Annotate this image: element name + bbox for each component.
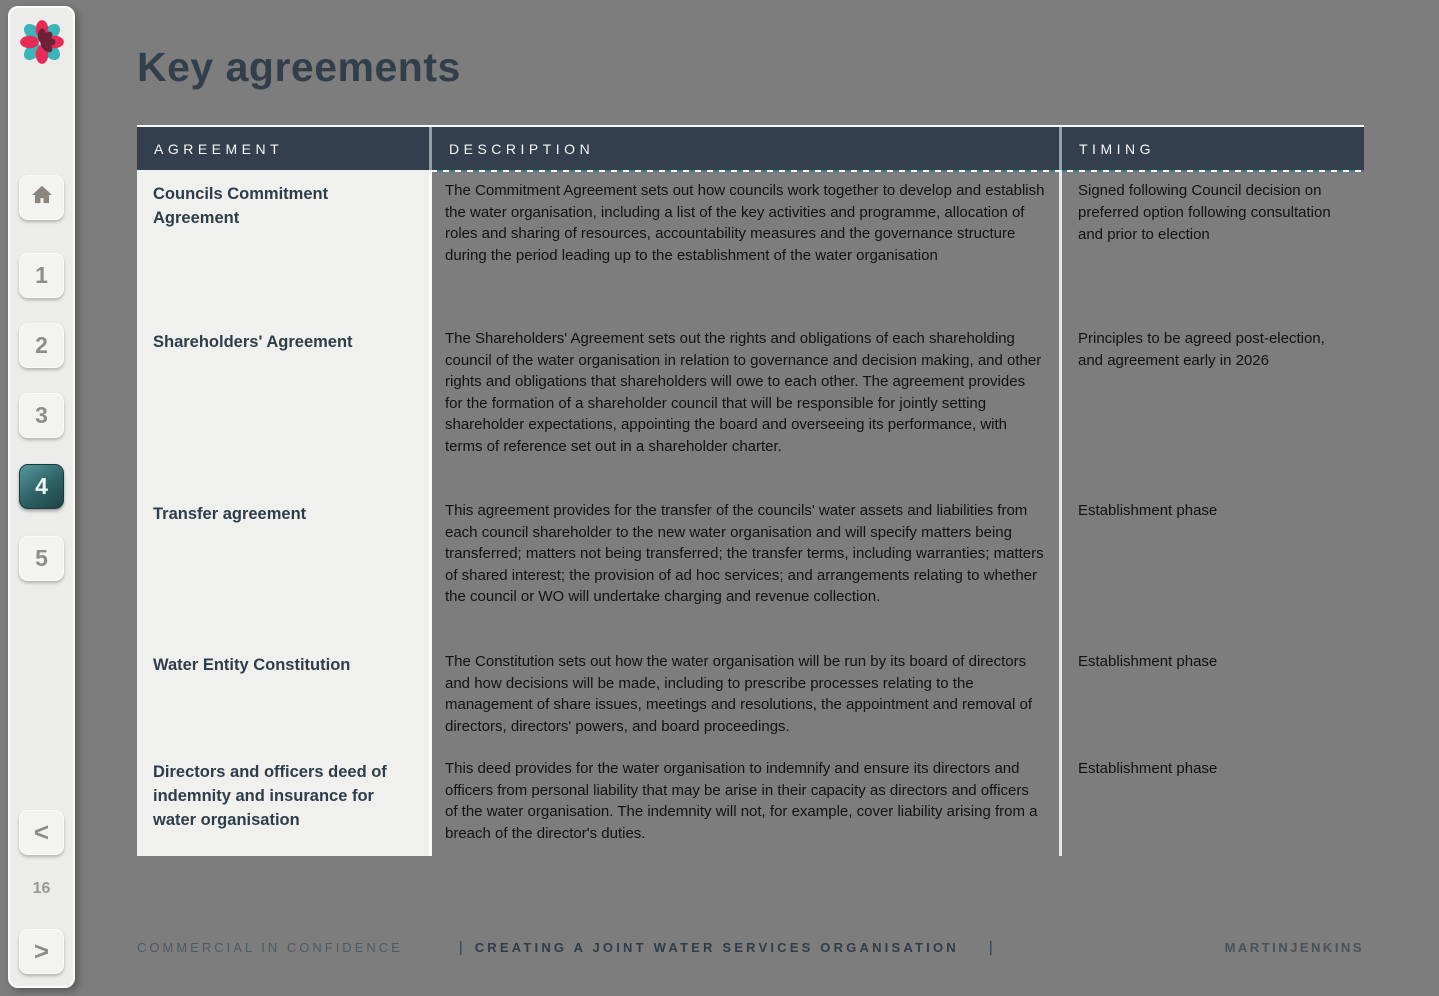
page-title: Key agreements bbox=[137, 44, 461, 90]
home-button[interactable] bbox=[19, 175, 64, 220]
description-cell: The Commitment Agreement sets out how councils work together to develop and establish the water organisation, including a list of the key activities and programme, allocation of roles and sharing of resources, accountability measures and the governance structure during the period leading up to the establishment of the water organisation bbox=[432, 170, 1062, 318]
description-cell: The Shareholders' Agreement sets out the rights and obligations of each shareholding council of the water organisation in relation to governance and decision making, and other rights and obligations that shareholders will owe to each other. The agreement provides for the formation of a shareholder council that will be responsible for jointly setting shareholder expectations, appointing the board and overseeing its performance, with terms of reference set out in a shareholder charter. bbox=[432, 318, 1062, 490]
table-row bbox=[137, 170, 1364, 318]
timing-cell: Establishment phase bbox=[1078, 502, 1218, 519]
confidentiality-label: COMMERCIAL IN CONFIDENCE bbox=[137, 940, 403, 955]
table-row bbox=[137, 490, 1364, 641]
column-header-agreement: AGREEMENT bbox=[137, 127, 432, 170]
sidebar-page-1-button[interactable]: 1 bbox=[19, 253, 64, 298]
table-header-row bbox=[137, 125, 1364, 170]
sidebar-page-5-button[interactable]: 5 bbox=[19, 536, 64, 581]
page-number-indicator: 16 bbox=[32, 880, 51, 897]
table-row bbox=[137, 318, 1364, 490]
footer-separator: | bbox=[458, 939, 463, 956]
column-header-description: DESCRIPTION bbox=[432, 127, 1062, 170]
agreement-cell: Transfer agreement bbox=[137, 490, 432, 641]
timing-cell: Establishment phase bbox=[1078, 760, 1218, 777]
previous-slide-button[interactable]: < bbox=[19, 810, 64, 855]
footer-separator: | bbox=[988, 939, 993, 956]
agreement-cell: Water Entity Constitution bbox=[137, 641, 432, 748]
sidebar-page-2-button[interactable]: 2 bbox=[19, 323, 64, 368]
martinjenkins-logo bbox=[16, 16, 68, 68]
agreement-cell: Councils Commitment Agreement bbox=[137, 170, 432, 318]
document-title-label: CREATING A JOINT WATER SERVICES ORGANISATION bbox=[474, 940, 959, 955]
table-row bbox=[137, 748, 1364, 856]
brand-label: MARTINJENKINS bbox=[1224, 940, 1364, 955]
sidebar-page-3-button[interactable]: 3 bbox=[19, 393, 64, 438]
column-header-timing: TIMING bbox=[1062, 127, 1364, 170]
timing-cell: Principles to be agreed post-election, and agreement early in 2026 bbox=[1078, 330, 1325, 369]
table-row bbox=[137, 641, 1364, 748]
description-cell: The Constitution sets out how the water organisation will be run by its board of directors and how decisions will be made, including to prescribe processes relating to the management of share issues, meetings and resolutions, the appointment and removal of directors, directors' powers, and board proceedings. bbox=[432, 641, 1062, 748]
flower-logo-icon bbox=[16, 16, 68, 68]
agreement-cell: Shareholders' Agreement bbox=[137, 318, 432, 490]
next-slide-button[interactable]: > bbox=[19, 929, 64, 974]
slide-footer bbox=[137, 939, 1364, 956]
agreement-cell: Directors and officers deed of indemnity and insurance for water organisation bbox=[137, 748, 432, 856]
timing-cell: Signed following Council decision on preferred option following consultation and prior to election bbox=[1078, 182, 1331, 243]
sidebar-page-4-button-active[interactable]: 4 bbox=[19, 464, 64, 509]
key-agreements-table bbox=[137, 125, 1364, 856]
description-cell: This deed provides for the water organisation to indemnify and ensure its directors and officers from personal liability that may be arise in their capacity as directors and officers of the water organisation. The indemnity will not, for example, cover liability arising from a breach of the director's duties. bbox=[432, 748, 1062, 856]
timing-cell: Establishment phase bbox=[1078, 653, 1218, 670]
description-cell: This agreement provides for the transfer of the councils' water assets and liabilities from each council shareholder to the new water organisation and will specify matters being transferred; matters not being transferred; the transfer terms, including warranties; matters of shared interest; the provision of ad hoc services; and arrangements relating to whether the council or WO will undertake charging and revenue collection. bbox=[432, 490, 1062, 641]
home-icon bbox=[29, 182, 55, 214]
slide-nav-sidebar bbox=[8, 6, 75, 988]
